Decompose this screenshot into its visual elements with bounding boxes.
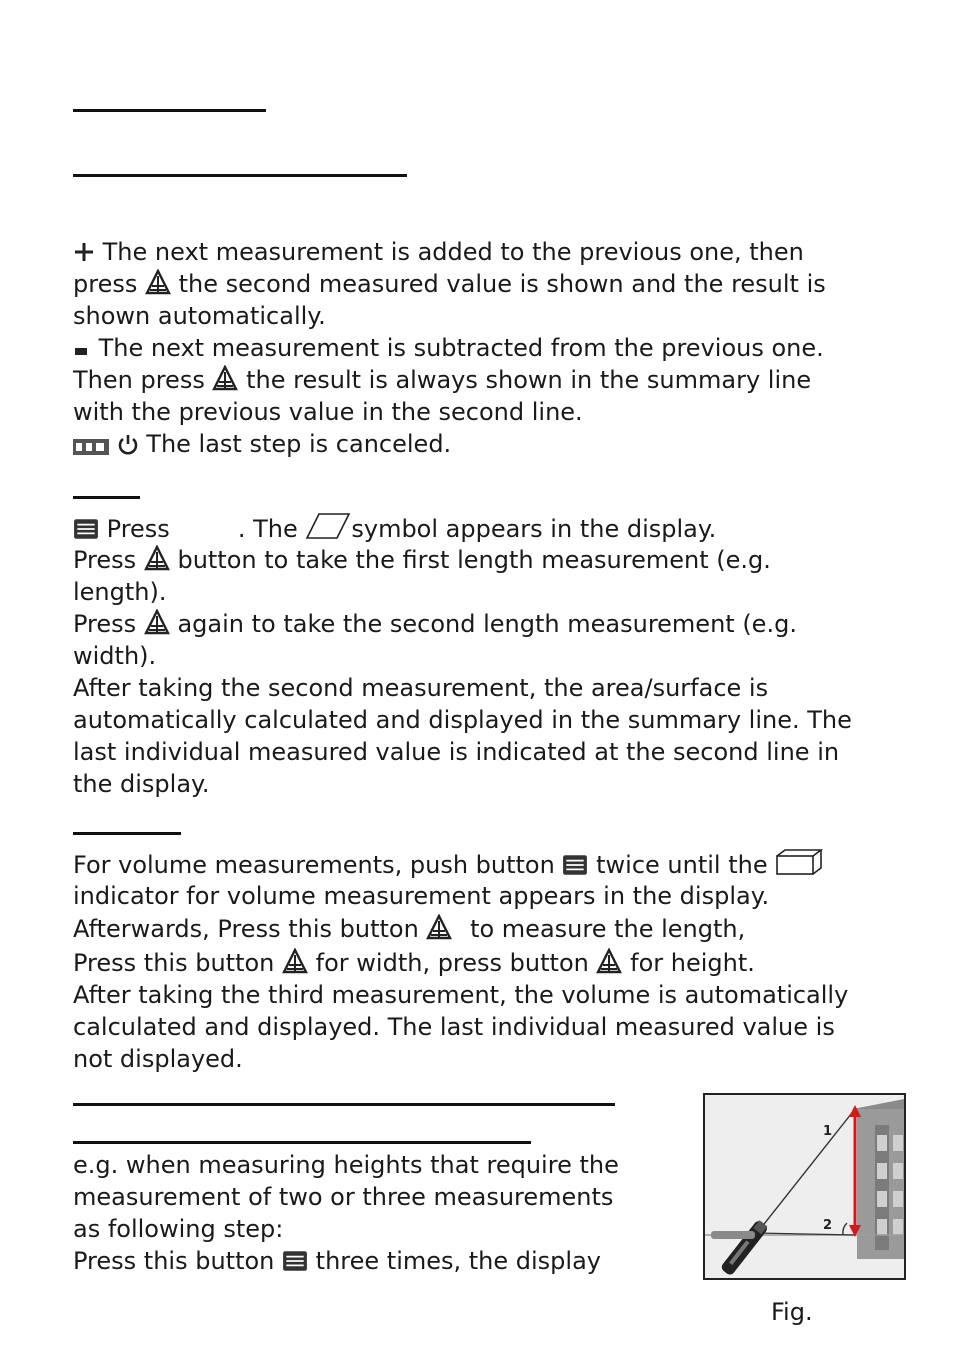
heading-rule: [73, 109, 266, 112]
indirect-heading-rule: [73, 1103, 615, 1106]
area-section: [73, 512, 852, 800]
function-button-icon: [562, 854, 588, 876]
figure-caption: Fig.: [771, 1298, 813, 1326]
figure-illustration: [705, 1095, 904, 1278]
indirect-line: measurement of two or three measurements: [73, 1183, 614, 1211]
area-step2-end: width).: [73, 642, 157, 670]
add-line: [73, 236, 826, 268]
volume-line4: Press this button for width, press button for height.: [73, 949, 755, 977]
function-button-icon: [73, 518, 99, 540]
subheading-rule: [73, 174, 407, 177]
figure-label-1: 1: [823, 1124, 833, 1139]
figure-label-2: 2: [823, 1218, 833, 1233]
indirect-measurement-figure: [703, 1093, 906, 1280]
area-parallelogram-icon: [305, 512, 351, 540]
volume-para-line: not displayed.: [73, 1045, 243, 1073]
volume-heading-rule: [73, 832, 181, 835]
measure-triangle-icon: [212, 365, 238, 391]
add-text: The next measurement is added to the previous one, then: [102, 238, 804, 266]
area-step2-line: Press again to take the second length measurement (e.g.: [73, 610, 797, 638]
area-press-line: Press . The symbol appears in the display.: [73, 512, 852, 544]
volume-section: [73, 848, 848, 1075]
measure-triangle-icon: [596, 948, 622, 974]
add-end-line: shown automatically.: [73, 302, 326, 330]
indirect-section: [73, 1149, 619, 1277]
area-para-line: automatically calculated and displayed in the summary line. The: [73, 706, 852, 734]
minus-icon: [73, 341, 91, 359]
power-icon: [117, 433, 139, 455]
indirect-line: as following step:: [73, 1215, 284, 1243]
volume-para-line: After taking the third measurement, the volume is automatically: [73, 981, 849, 1009]
volume-line2: indicator for volume measurement appears in the display.: [73, 882, 770, 910]
volume-line3: Afterwards, Press this button to measure the length,: [73, 915, 746, 943]
indirect-subheading-rule: [73, 1141, 531, 1144]
clear-line: The last step is canceled.: [73, 428, 826, 460]
add-subtract-section: [73, 236, 826, 460]
measure-triangle-icon: [144, 609, 170, 635]
add-continue-line: press the second measured value is shown and the result is: [73, 270, 826, 298]
volume-para-line: calculated and displayed. The last individual measured value is: [73, 1013, 835, 1041]
indirect-line: e.g. when measuring heights that require the: [73, 1151, 619, 1179]
volume-box-icon: [775, 848, 823, 876]
measure-triangle-icon: [145, 269, 171, 295]
measure-triangle-icon: [426, 914, 452, 940]
volume-line1: For volume measurements, push button twice until the: [73, 848, 848, 880]
area-step1-end: length).: [73, 578, 167, 606]
measure-triangle-icon: [144, 545, 170, 571]
area-para-line: After taking the second measurement, the area/surface is: [73, 674, 769, 702]
measure-triangle-icon: [282, 948, 308, 974]
plus-icon: [73, 241, 95, 263]
area-step1-line: Press button to take the first length measurement (e.g.: [73, 546, 771, 574]
subtract-line: [73, 332, 826, 364]
subtract-continue-line: Then press the result is always shown in the summary line: [73, 366, 812, 394]
indirect-last-line: Press this button three times, the display: [73, 1247, 601, 1275]
subtract-text: The next measurement is subtracted from the previous one.: [98, 334, 824, 362]
area-heading-rule: [73, 496, 140, 499]
area-para-line: the display.: [73, 770, 210, 798]
area-para-line: last individual measured value is indicated at the second line in: [73, 738, 840, 766]
clr-icon: [73, 439, 109, 455]
function-button-icon: [282, 1250, 308, 1272]
subtract-end-line: with the previous value in the second line.: [73, 398, 583, 426]
